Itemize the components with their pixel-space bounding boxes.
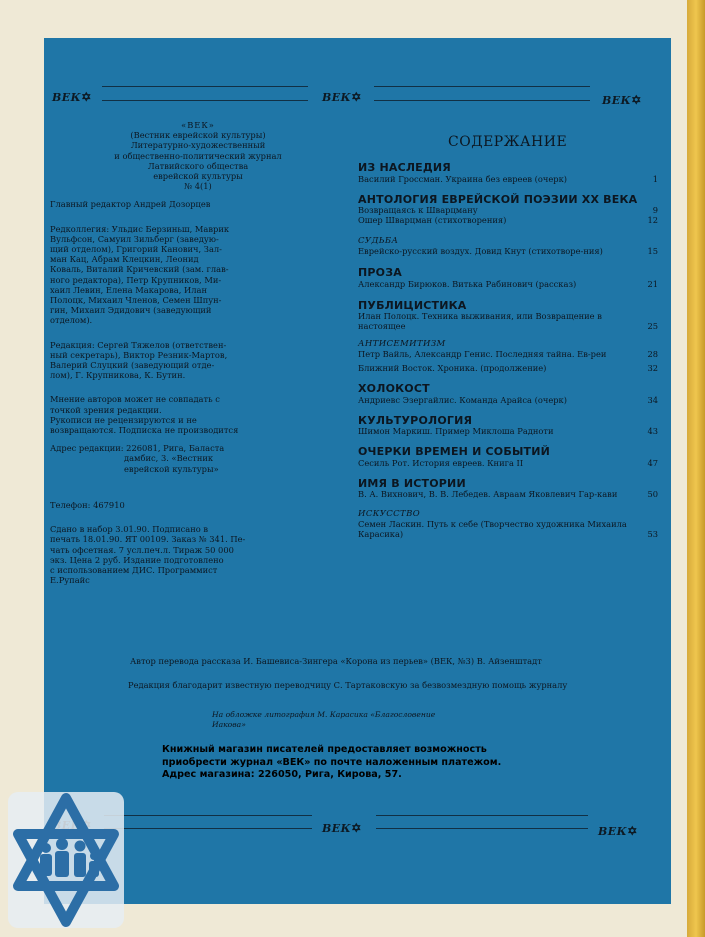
toc-section: ОЧЕРКИ ВРЕМЕН И СОБЫТИЙ bbox=[358, 445, 551, 458]
toc-section: ПУБЛИЦИСТИКА bbox=[358, 298, 467, 312]
text-line: лом), Г. Крупникова, К. Бутин. bbox=[50, 370, 186, 381]
text-line: Адрес магазина: 226050, Рига, Кирова, 57. bbox=[162, 769, 402, 780]
text-line: гин, Михаил Эдидович (заведующий bbox=[50, 305, 212, 316]
corner-watermark-logo bbox=[6, 790, 126, 930]
rule bbox=[376, 828, 588, 829]
entry-title: Андриевс Эзергайлис. Команда Арайса (очерк) bbox=[358, 394, 567, 405]
text-line: Вульфсон, Самуил Зильберг (заведую- bbox=[50, 233, 219, 244]
journal-line: Литературно-художественный bbox=[130, 140, 266, 151]
toc-entry bbox=[358, 205, 658, 215]
toc-heading: СОДЕРЖАНИЕ bbox=[448, 134, 568, 150]
logo-top-right: ВЕК✡ bbox=[602, 93, 642, 107]
rule bbox=[374, 86, 590, 87]
rule bbox=[104, 815, 312, 816]
entry-title: Шимон Маркиш. Пример Миклоша Радноти bbox=[358, 426, 554, 436]
toc-section: ХОЛОКОСТ bbox=[358, 382, 430, 395]
bookstore-ad bbox=[162, 744, 602, 782]
text-line: Книжный магазин писателей предоставляет возможность bbox=[162, 744, 487, 755]
editorial-address bbox=[50, 443, 346, 474]
journal-subtitle: (Вестник еврейской культуры) bbox=[130, 130, 266, 141]
page-number: 28 bbox=[647, 349, 658, 359]
entry-title: Александр Бирюков. Витька Рабинович (рассказ) bbox=[358, 278, 577, 289]
rule bbox=[102, 86, 308, 87]
text-line: Иакова» bbox=[212, 720, 246, 729]
text-line: Полоцк, Михаил Членов, Семен Шпун- bbox=[50, 295, 222, 306]
toc-entry bbox=[358, 246, 658, 256]
text-line: возвращаются. Подписка не производится bbox=[50, 425, 239, 436]
imprint-column bbox=[50, 120, 346, 585]
toc-entry bbox=[358, 279, 658, 289]
journal-title: «ВЕК» bbox=[181, 120, 215, 130]
text-line: На обложке литография М. Карасика «Благословение bbox=[212, 710, 436, 719]
cover-note bbox=[212, 710, 435, 730]
print-info bbox=[50, 524, 346, 585]
text-line: Редколлегия: Ульдис Берзиньш, Маврик bbox=[50, 223, 230, 234]
text-line: дамбис, 3. «Вестник bbox=[124, 453, 214, 464]
entry-title: Семен Ласкин. Путь к себе (Творчество художника Михаила Карасика) bbox=[358, 519, 627, 539]
logo-top-left: ВЕК✡ bbox=[52, 90, 92, 104]
text-line: ман Кац, Абрам Клецкин, Леонид bbox=[50, 254, 199, 265]
text-line: приобрести журнал «ВЕК» по почте наложенным платежом. bbox=[162, 756, 502, 768]
text-line: Адрес редакции: 226081, Рига, Баласта bbox=[50, 443, 225, 454]
journal-line: еврейской культуры bbox=[153, 171, 243, 182]
toc-section: КУЛЬТУРОЛОГИЯ bbox=[358, 413, 473, 427]
toc-entry bbox=[358, 458, 658, 468]
toc-section: ИМЯ В ИСТОРИИ bbox=[358, 476, 466, 490]
entry-title: В. А. Вихнович, В. В. Лебедев. Авраам Яковлевич Гар-кави bbox=[358, 489, 618, 499]
toc-section: АНТОЛОГИЯ ЕВРЕЙСКОЙ ПОЭЗИИ XX ВЕКА bbox=[358, 192, 638, 206]
logo-bottom-right: ВЕК✡ bbox=[598, 824, 638, 838]
page-number: 50 bbox=[647, 489, 658, 499]
toc-subsection: ИСКУССТВО bbox=[358, 509, 421, 519]
text-line: щий отделом), Григорий Канович, Зал- bbox=[50, 244, 222, 255]
toc-subsection: СУДЬБА bbox=[358, 236, 399, 246]
text-line: ного редактора), Петр Крупников, Ми- bbox=[50, 274, 222, 285]
toc-section: ПРОЗА bbox=[358, 266, 402, 279]
toc-entry bbox=[358, 363, 658, 373]
toc-entry bbox=[358, 311, 658, 331]
text-line: Коваль, Виталий Кричевский (зам. глав- bbox=[50, 264, 229, 275]
page-number: 47 bbox=[647, 457, 658, 468]
page-number: 1 bbox=[652, 173, 658, 184]
page-number: 25 bbox=[647, 321, 658, 331]
text-line: ный секретарь), Виктор Резник-Мартов, bbox=[50, 349, 228, 360]
entry-title: Ближний Восток. Хроника. (продолжение) bbox=[358, 363, 547, 373]
page-number: 12 bbox=[647, 215, 658, 225]
page-edge-strip bbox=[687, 0, 705, 937]
entry-title: Ошер Шварцман (стихотворения) bbox=[358, 215, 507, 225]
page-number: 32 bbox=[647, 363, 658, 373]
page-number: 15 bbox=[647, 246, 658, 256]
entry-title: Петр Вайль, Александр Генис. Последняя тайна. Ев-реи bbox=[358, 349, 607, 359]
text-line: хаил Левин, Елена Макарова, Илан bbox=[50, 284, 208, 295]
page-number: 34 bbox=[647, 394, 658, 405]
thanks-note: Редакция благодарит известную переводчицу С. Тартаковскую за безвозмездную помощь журналу bbox=[128, 680, 568, 690]
toc-entry bbox=[358, 395, 658, 405]
toc-entry bbox=[358, 489, 658, 499]
toc-section: ИЗ НАСЛЕДИЯ bbox=[358, 161, 451, 174]
text-line: с использованием ДИС. Программист bbox=[50, 564, 218, 575]
translator-note: Автор перевода рассказа И. Башевиса-Зингера «Корона из перьев» (ВЕК, №3) В. Айзенштадт bbox=[130, 656, 542, 666]
toc-entry bbox=[358, 519, 658, 539]
disclaimer bbox=[50, 394, 346, 435]
toc-entry bbox=[358, 215, 658, 225]
journal-line: Латвийского общества bbox=[147, 160, 249, 171]
journal-line: и общественно-политический журнал bbox=[114, 150, 282, 161]
entry-title: Василий Гроссман. Украина без евреев (очерк) bbox=[358, 173, 568, 184]
text-line: отделом). bbox=[50, 315, 93, 326]
phone: Телефон: 467910 bbox=[50, 499, 125, 510]
page-number: 53 bbox=[647, 529, 658, 539]
logo-top-center: ВЕК✡ bbox=[322, 90, 362, 104]
toc-subsection: АНТИСЕМИТИЗМ bbox=[358, 339, 446, 349]
logo-bottom-center: ВЕК✡ bbox=[322, 821, 362, 835]
star-of-david-family-icon bbox=[6, 790, 126, 930]
text-line: Мнение авторов может не совпадать с bbox=[50, 394, 220, 405]
text-line: точкой зрения редакции. bbox=[50, 404, 162, 415]
entry-title: Сесиль Рот. История евреев. Книга II bbox=[358, 457, 524, 468]
rule bbox=[374, 100, 590, 101]
page-number: 43 bbox=[647, 426, 658, 436]
issue-number: № 4(1) bbox=[184, 181, 212, 192]
text-line: Сдано в набор 3.01.90. Подписано в bbox=[50, 524, 209, 535]
toc-entry bbox=[358, 349, 658, 359]
rule bbox=[102, 100, 308, 101]
toc-entry bbox=[358, 426, 658, 436]
text-line: Рукописи не рецензируются и не bbox=[50, 414, 197, 425]
text-line: печать 18.01.90. ЯТ 00109. Заказ № 341. Пе- bbox=[50, 534, 246, 545]
rule bbox=[104, 828, 312, 829]
toc-entry bbox=[358, 174, 658, 184]
entry-title: Возвращаясь к Шварцману bbox=[358, 205, 478, 215]
entry-title: Еврейско-русский воздух. Довид Кнут (стихотворе-ния) bbox=[358, 246, 603, 256]
text-line: еврейской культуры» bbox=[124, 463, 219, 474]
text-line: экз. Цена 2 руб. Издание подготовлено bbox=[50, 554, 224, 565]
chief-editor: Главный редактор Андрей Дозорцев bbox=[50, 199, 211, 210]
masthead-block bbox=[50, 120, 346, 191]
text-line: Редакция: Сергей Тяжелов (ответствен- bbox=[50, 339, 227, 350]
entry-title: Илан Полоцк. Техника выживания, или Возвращение в настоящее bbox=[358, 311, 602, 331]
rule bbox=[376, 815, 588, 816]
table-of-contents bbox=[358, 162, 658, 539]
editorial-staff bbox=[50, 340, 346, 381]
text-line: чать офсетная. 7 усл.печ.л. Тираж 50 000 bbox=[50, 544, 234, 555]
editorial-board bbox=[50, 224, 346, 326]
text-line: Валерий Слуцкий (заведующий отде- bbox=[50, 360, 215, 371]
page-number: 9 bbox=[652, 205, 658, 215]
text-line: Е.Рупайс bbox=[50, 575, 90, 586]
page-number: 21 bbox=[647, 278, 658, 289]
